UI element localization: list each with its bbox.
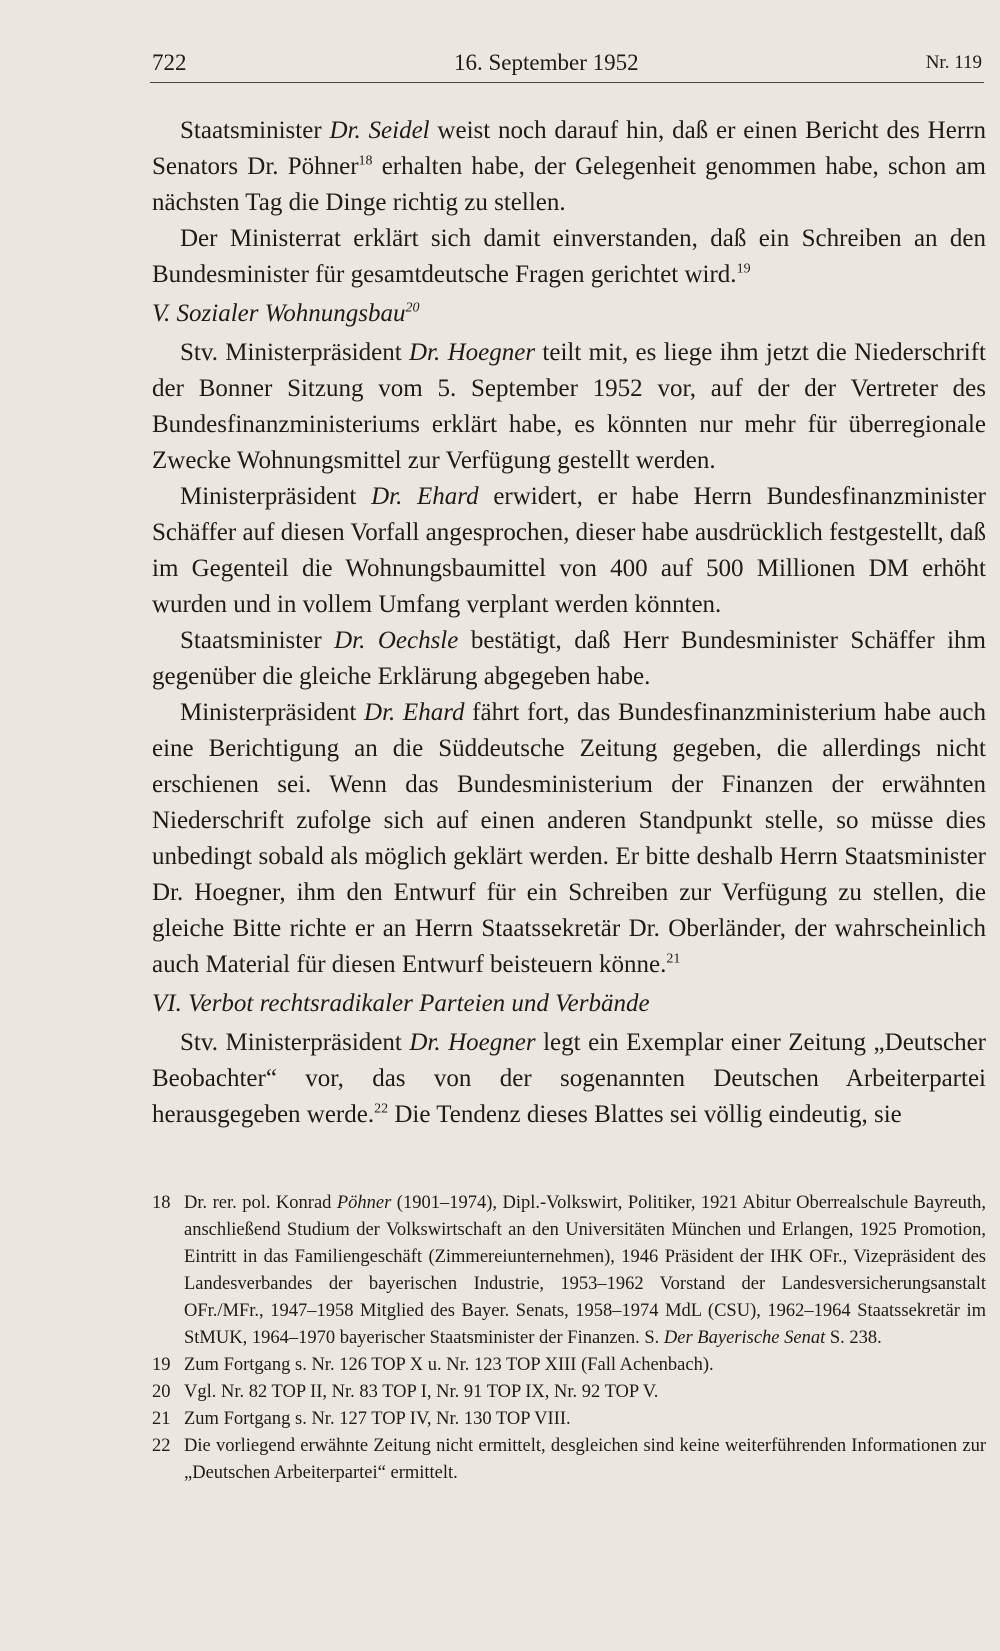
main-text — [152, 113, 986, 1133]
header-date: 16. September 1952 — [454, 50, 639, 75]
speaker-name: Dr. Oechsle — [334, 627, 459, 654]
paragraph-hoegner-1: Stv. Ministerpräsident Dr. Hoegner teilt mit, es liege ihm jetzt die Niederschrift der Bonner Sitzung vom 5. September 1952 vor, auf der der Vertreter des Bundesfinanzministeriums erklärt habe, es könnten nur mehr für überregionale Zwecke Wohnungsmittel zur Verfügung gestellt werden. — [152, 339, 986, 474]
footnote-19: 19 Zum Fortgang s. Nr. 126 TOP X u. Nr. 123 TOP XIII (Fall Achenbach). — [152, 1352, 986, 1379]
footnote-21: 21 Zum Fortgang s. Nr. 127 TOP IV, Nr. 130 TOP VIII. — [152, 1406, 986, 1433]
footnote-number: 20 — [152, 1382, 171, 1402]
speaker-name: Dr. Seidel — [329, 117, 430, 144]
paragraph-ehard-1: Ministerpräsident Dr. Ehard erwidert, er habe Herrn Bundesfinanzminister Schäffer auf diesen Vorfall angesprochen, dieser habe ausdrücklich festgestellt, daß im Gegenteil die Wohnungsbaumittel von 400 auf 500 Millionen DM erhöht wurden und in vollem Umfang verplant werden könnten. — [152, 483, 986, 618]
header-rule — [150, 82, 984, 83]
footnote-18: 18 Dr. rer. pol. Konrad Pöhner (1901–1974), Dipl.-Volkswirt, Politiker, 1921 Abitur Oberrealschule Bayreuth, anschließend Studium der Volkswirtschaft an den Universitäten München und Erlangen, 1925 Promotion, Eintritt in das Familiengeschäft (Zimmereiunternehmen), 1946 Präsident der IHK OFr., Vizepräsident des Landesverbandes der bayerischen Industrie, 1953–1962 Vorstand der Landesversicherungsanstalt OFr./MFr., 1947–1958 Mitglied des Bayer. Senats, 1958–1974 MdL (CSU), 1962–1964 Staatssekretär im StMUK, 1964–1970 bayerischer Staatsminister der Finanzen. S. Der Bayerische Senat S. 238. — [152, 1190, 986, 1352]
speaker-name: Dr. Hoegner — [409, 339, 536, 366]
footnote-number: 19 — [152, 1355, 171, 1375]
footnotes — [152, 1190, 986, 1487]
person-name: Pöhner — [336, 1193, 392, 1213]
footnote-number: 22 — [152, 1436, 171, 1456]
footnote-ref: 18 — [358, 153, 373, 169]
page-number: 722 — [152, 50, 187, 75]
speaker-name: Dr. Hoegner — [409, 1029, 536, 1056]
footnote-number: 18 — [152, 1193, 171, 1213]
footnote-20: 20 Vgl. Nr. 82 TOP II, Nr. 83 TOP I, Nr. 91 TOP IX, Nr. 92 TOP V. — [152, 1379, 986, 1406]
paragraph-ministerrat: Der Ministerrat erklärt sich damit einverstanden, daß ein Schreiben an den Bundesminister für gesamtdeutsche Fragen gerichtet wird.$^{19}$ — [152, 225, 986, 288]
paragraph-oechsle: Staatsminister Dr. Oechsle bestätigt, daß Herr Bundesminister Schäffer ihm gegenüber die gleiche Erklärung abgegeben habe. — [152, 627, 986, 690]
paragraph-hoegner-2: Stv. Ministerpräsident Dr. Hoegner legt ein Exemplar einer Zeitung „Deutscher Beobachter“ vor, das von der sogenannten Deutschen Arbeiterpartei herausgegeben werde.$^{22}$ Die Tendenz dieses Blattes sei völlig eindeutig, sie — [152, 1029, 986, 1128]
section-heading-vi: VI. Verbot rechtsradikaler Parteien und Verbände — [152, 990, 650, 1017]
paragraph-ehard-2: Ministerpräsident Dr. Ehard fährt fort, das Bundesfinanzministerium habe auch eine Berichtigung an die Süddeutsche Zeitung gegeben, die allerdings nicht erschienen sei. Wenn das Bundesministerium der Finanzen der erwähnten Niederschrift zufolge sich auf einen anderen Standpunkt stelle, so müsse dies unbedingt sobald als möglich geklärt werden. Er bitte deshalb Herrn Staatsminister Dr. Hoegner, ihm den Entwurf für ein Schreiben zur Verfügung zu stellen, die gleiche Bitte richte er an Herrn Staatssekretär Dr. Oberländer, der wahrscheinlich auch Material für diesen Entwurf beisteuern könne.$^{21}$ — [152, 699, 986, 978]
issue-number: Nr. 119 — [925, 52, 982, 73]
footnote-ref: 21 — [666, 951, 681, 967]
speaker-name: Dr. Ehard — [371, 483, 479, 510]
footnote-22: 22 Die vorliegend erwähnte Zeitung nicht ermittelt, desgleichen sind keine weiterführenden Informationen zur „Deutschen Arbeiterpartei“ ermittelt. — [152, 1433, 986, 1487]
footnote-ref: 22 — [374, 1101, 389, 1117]
footnote-ref: 20 — [405, 300, 420, 316]
footnote-number: 21 — [152, 1409, 171, 1429]
page-header — [152, 50, 982, 84]
paragraph-seidel: Staatsminister Dr. Seidel weist noch darauf hin, daß er einen Bericht des Herrn Senators Dr. Pöhner$^{18}$ erhalten habe, der Gelegenheit genommen habe, schon am nächsten Tag die Dinge richtig zu stellen. — [152, 117, 986, 216]
section-heading-v: V. Sozialer Wohnungsbau$^{20}$ — [152, 300, 420, 327]
reference-title: Der Bayerische Senat — [663, 1328, 826, 1348]
footnote-ref: 19 — [736, 261, 751, 277]
speaker-name: Dr. Ehard — [364, 699, 465, 726]
